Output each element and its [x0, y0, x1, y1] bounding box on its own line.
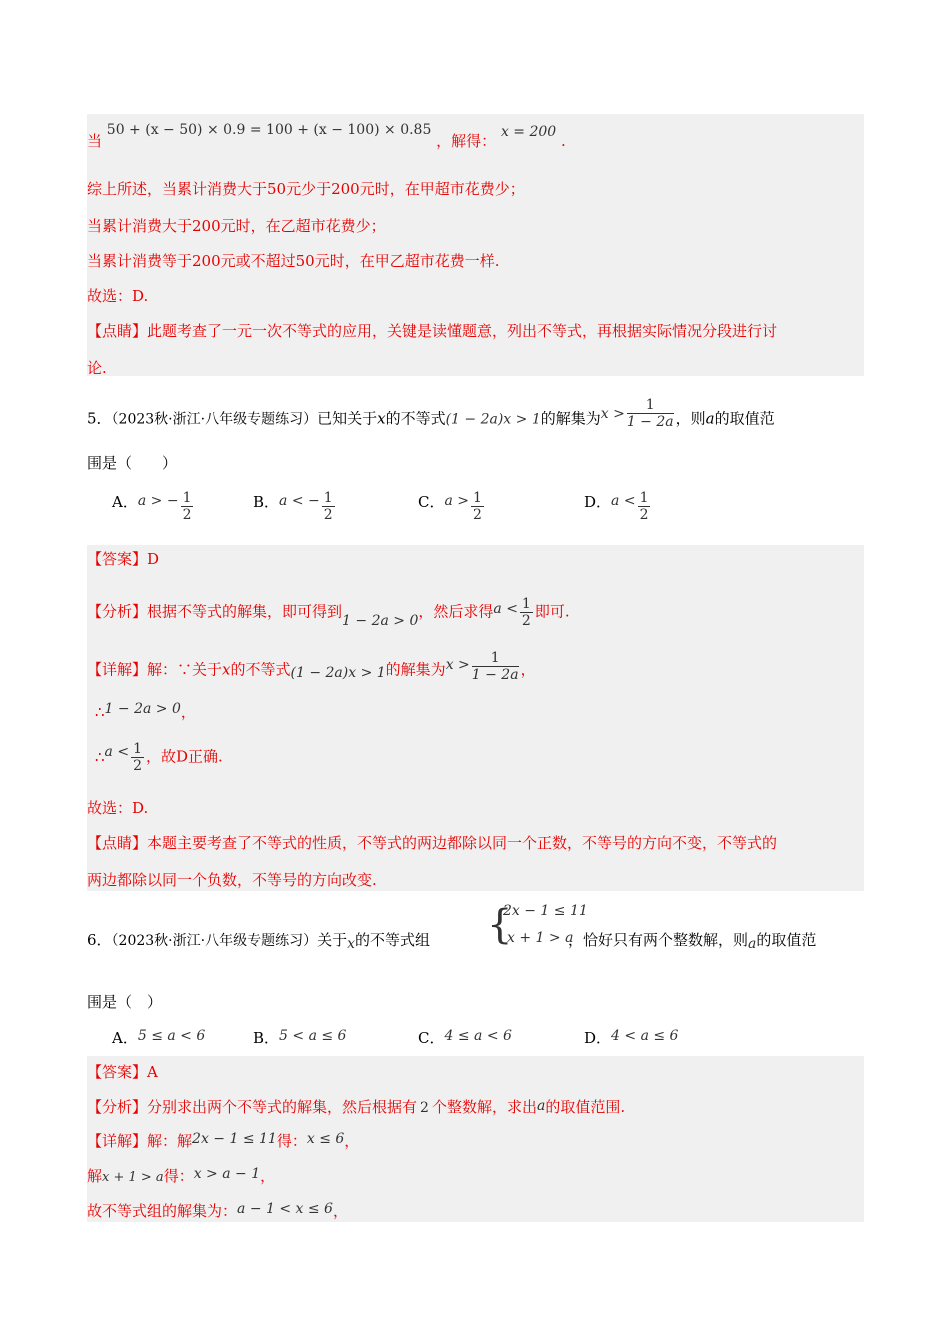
- detail-text: 的解集为: [385, 660, 446, 679]
- q5-text: 已知关于: [317, 409, 378, 428]
- detail-text: 解：解: [147, 1132, 193, 1150]
- q5-answer: [87, 548, 159, 570]
- dianjing-tag: 【点睛】: [87, 834, 148, 852]
- q5-option-c[interactable]: [418, 490, 486, 523]
- q4-text: .: [560, 132, 566, 150]
- option-fraction: [322, 490, 335, 523]
- q6-option-a[interactable]: [112, 1027, 205, 1048]
- detail-text: ，: [260, 1167, 276, 1185]
- option-expr: 5 < a ≤ 6: [279, 1028, 347, 1044]
- q5-text: ，则: [675, 409, 706, 428]
- q5-frac-den: 1 − 2a: [626, 414, 674, 430]
- detail-math: a − 1 < x ≤ 6: [237, 1201, 333, 1217]
- q6-system-line-2: x + 1 > a: [507, 930, 574, 946]
- frac-den: 2: [182, 507, 192, 523]
- q5-choose: 故选：D.: [87, 799, 149, 817]
- analysis-number: 2: [420, 1100, 429, 1116]
- frac-den: 1 − 2a: [471, 667, 519, 683]
- answer-value: D: [147, 550, 160, 568]
- q5-text: 的不等式: [385, 409, 446, 428]
- option-label: A．: [112, 1029, 138, 1047]
- q4-eq-line: [87, 120, 566, 150]
- option-label: A．: [112, 492, 138, 511]
- q6-stem-cont: 围是（ ）: [87, 993, 163, 1011]
- detail-math: 1 − 2a > 0: [104, 701, 181, 717]
- q5-source: （2023秋·浙江·八年级专题练习）: [111, 411, 318, 428]
- q4-summary-1: 综上所述，当累计消费大于50元少于200元时，在甲超市花费少；: [87, 180, 525, 198]
- analysis-text: ，然后求得: [418, 602, 494, 621]
- frac-num: 1: [323, 490, 333, 506]
- q5-analysis: [87, 596, 570, 629]
- frac-num: 1: [472, 650, 519, 667]
- q5-var-x: x: [377, 409, 386, 428]
- frac-den: 2: [639, 507, 649, 523]
- q5-detail: [87, 650, 536, 687]
- q5-stem: [87, 397, 775, 436]
- q5-text: 的取值范: [714, 409, 775, 428]
- detail-var: x: [222, 660, 231, 679]
- q6-stem-right: [568, 929, 816, 952]
- dianjing-tag: 【点睛】: [87, 322, 148, 340]
- option-fraction: [638, 490, 651, 523]
- option-label: C．: [418, 492, 445, 511]
- frac-num: 1: [521, 596, 531, 612]
- detail-math: a <: [104, 743, 130, 760]
- answer-tag: 【答案】: [87, 1063, 148, 1081]
- frac-num: 1: [639, 490, 649, 506]
- q4-text: ，解得：: [436, 132, 497, 150]
- analysis-tag: 【分析】: [87, 1098, 148, 1116]
- dianjing-text: 此题考查了一元一次不等式的应用，关键是读懂题意，列出不等式，再根据实际情况分段进行讨: [147, 322, 778, 340]
- q5-dianjing: [87, 832, 777, 854]
- q5-number: 5．: [87, 409, 112, 428]
- analysis-text: 即可.: [534, 602, 570, 621]
- analysis-math: a <: [493, 600, 518, 617]
- detail-math: x + 1 > a: [102, 1170, 164, 1185]
- q5-stem-cont: 围是（ ）: [87, 454, 178, 472]
- q4-choose: 故选：D.: [87, 287, 149, 305]
- analysis-math: 1 − 2a > 0: [342, 612, 419, 629]
- option-label: B．: [253, 492, 280, 511]
- detail-fraction: [472, 650, 519, 683]
- therefore-symbol: ∴: [95, 747, 105, 766]
- detail-math: 2x − 1 ≤ 11: [192, 1131, 277, 1147]
- q6-detail: [87, 1130, 359, 1153]
- q4-summary-3: 当累计消费等于200元或不超过50元时，在甲乙超市花费一样.: [87, 252, 500, 270]
- analysis-text: 的取值范围.: [545, 1098, 626, 1116]
- q5-text: 的解集为: [540, 409, 601, 428]
- q6-text: 的取值范: [756, 931, 817, 949]
- therefore-symbol: ∴: [95, 703, 105, 721]
- detail-text: ，: [520, 660, 536, 679]
- detail-fraction: [131, 741, 144, 774]
- q6-answer: [87, 1061, 158, 1083]
- option-expr: 4 ≤ a < 6: [444, 1028, 512, 1044]
- q5-option-d[interactable]: [584, 490, 652, 523]
- q4-text: 当: [87, 132, 103, 150]
- option-label: D．: [584, 1029, 612, 1047]
- detail-text: ，: [332, 1202, 348, 1220]
- answer-tag: 【答案】: [87, 550, 148, 568]
- q5-var-a: a: [705, 409, 715, 428]
- detail-text: 得：: [276, 1132, 307, 1150]
- detail-text: 得：: [163, 1167, 194, 1185]
- q6-text: 关于: [317, 931, 348, 949]
- q4-equation: 50 + (x − 50) × 0.9 = 100 + (x − 100) × 0.85: [106, 122, 432, 138]
- frac-den: 2: [473, 507, 482, 523]
- q6-stem: [87, 929, 430, 952]
- q6-var-x: x: [347, 936, 355, 952]
- dianjing-text: 本题主要考查了不等式的性质，不等式的两边都除以同一个正数，不等号的方向不变，不等式的: [147, 834, 778, 852]
- q6-detail-2: [87, 1165, 275, 1189]
- option-label: B．: [253, 1029, 280, 1047]
- option-expr: 5 ≤ a < 6: [137, 1028, 206, 1044]
- q6-option-d[interactable]: [584, 1027, 678, 1048]
- detail-text: ，: [344, 1132, 360, 1150]
- frac-den: 2: [133, 758, 142, 774]
- detail-text: 故不等式组的解集为：: [87, 1202, 238, 1220]
- q6-option-c[interactable]: [418, 1027, 512, 1048]
- detail-text: 解: [87, 1167, 103, 1185]
- analysis-text: 分别求出两个不等式的解集，然后根据有: [147, 1098, 418, 1116]
- frac-den: 2: [521, 613, 531, 629]
- frac-num: 1: [473, 490, 482, 506]
- option-label: D．: [584, 492, 612, 511]
- option-fraction: [471, 490, 484, 523]
- detail-tag: 【详解】: [87, 1132, 148, 1150]
- option-expr: a >: [444, 492, 470, 509]
- analysis-fraction: [520, 596, 533, 629]
- analysis-text: 根据不等式的解集，即可得到: [147, 602, 343, 621]
- option-expr: 4 < a ≤ 6: [611, 1028, 679, 1044]
- option-expr: a < −: [279, 492, 320, 509]
- frac-num: 1: [133, 741, 142, 757]
- analysis-var: a: [536, 1098, 546, 1114]
- detail-text: 的不等式: [230, 660, 291, 679]
- q5-fraction: [627, 397, 674, 430]
- frac-den: 2: [323, 507, 333, 523]
- q5-solution-lhs: x >: [600, 405, 625, 422]
- option-expr: a <: [611, 492, 636, 509]
- q5-inequality: (1 − 2a)x > 1: [445, 411, 541, 428]
- option-label: C．: [418, 1029, 445, 1047]
- detail-math: x ≤ 6: [306, 1131, 345, 1147]
- detail-math: x >: [445, 656, 470, 673]
- q4-dianjing-cont: 论.: [87, 359, 107, 377]
- option-expr: a > −: [137, 492, 179, 509]
- q6-source: （2023秋·浙江·八年级专题练习）: [111, 933, 318, 949]
- q5-option-a[interactable]: [112, 490, 195, 523]
- q6-text: 的不等式组: [355, 931, 431, 949]
- detail-math: x > a − 1: [193, 1166, 261, 1182]
- q6-system-brace: {: [487, 902, 513, 948]
- detail-text: 解：∵关于: [147, 660, 223, 679]
- q5-option-b[interactable]: [253, 490, 337, 523]
- q4-dianjing: [87, 320, 777, 342]
- detail-tag: 【详解】: [87, 660, 148, 679]
- frac-num: 1: [182, 490, 192, 506]
- q5-detail-2: [87, 701, 196, 724]
- analysis-text: 个整数解，求出: [431, 1098, 537, 1116]
- detail-math: (1 − 2a)x > 1: [290, 664, 386, 681]
- q6-analysis: [87, 1096, 625, 1119]
- detail-text: ，故D正确.: [146, 747, 223, 766]
- q5-detail-3: [87, 741, 223, 774]
- q6-text: ，恰好只有两个整数解，则: [568, 931, 749, 949]
- q4-summary-2: 当累计消费大于200元时，在乙超市花费少；: [87, 217, 386, 235]
- q6-detail-3: [87, 1200, 348, 1223]
- option-fraction: [181, 490, 194, 523]
- q5-frac-num: 1: [627, 397, 674, 414]
- q6-system-line-1: 2x − 1 ≤ 11: [503, 903, 588, 919]
- q5-dianjing-cont: 两边都除以同一个负数，不等号的方向改变.: [87, 871, 377, 889]
- analysis-tag: 【分析】: [87, 602, 148, 621]
- detail-text: ，: [180, 703, 196, 721]
- answer-value: A: [147, 1063, 158, 1081]
- q6-number: 6．: [87, 931, 112, 949]
- q6-var-a: a: [748, 936, 757, 952]
- q6-option-b[interactable]: [253, 1027, 346, 1048]
- q4-solution: x = 200: [500, 124, 557, 140]
